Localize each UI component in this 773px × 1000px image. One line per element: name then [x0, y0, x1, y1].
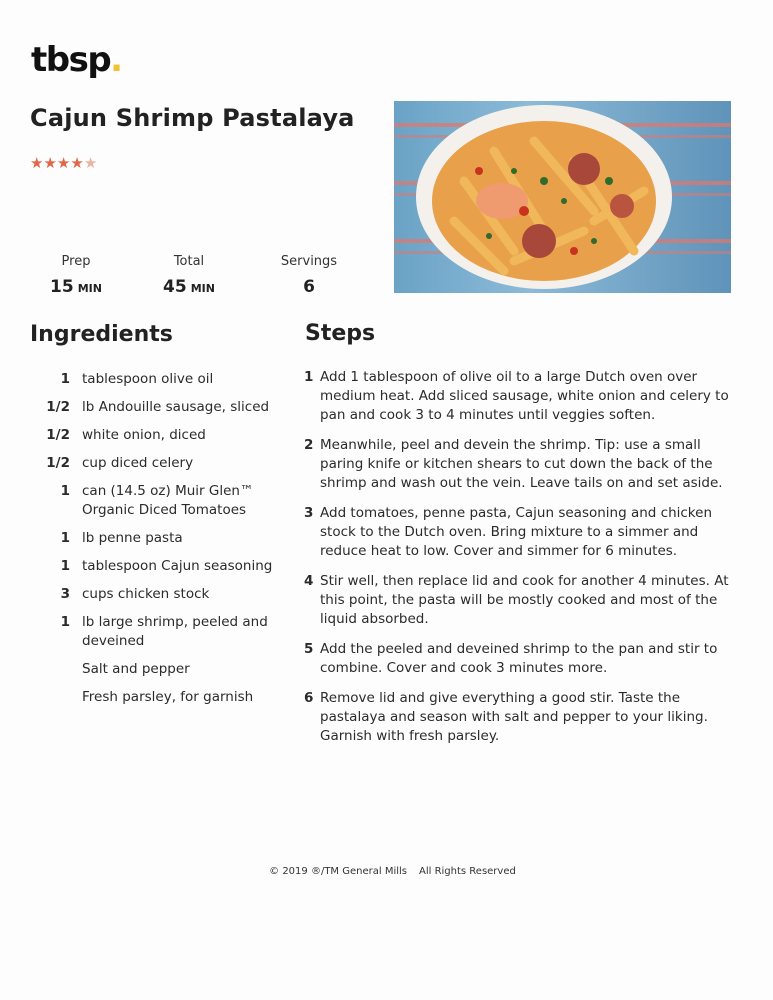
ingredient-name: lb penne pasta: [82, 530, 183, 546]
brand-name: tbsp: [31, 40, 111, 80]
step-number: 6: [304, 690, 314, 706]
list-item: [30, 557, 280, 576]
steps-heading: Steps: [305, 321, 376, 346]
ingredient-name: can (14.5 oz) Muir Glen™ Organic Diced Tomatoes: [82, 483, 254, 518]
list-item: [304, 640, 744, 678]
ingredient-qty: 1: [60, 614, 70, 630]
servings: [272, 254, 346, 297]
ingredient-name: cups chicken stock: [82, 586, 210, 602]
step-number: 3: [304, 505, 314, 521]
recipe-title: Cajun Shrimp Pastalaya: [30, 104, 355, 132]
ingredient-name: tablespoon olive oil: [82, 371, 214, 387]
ingredient-qty: [30, 688, 82, 707]
list-item: [30, 529, 280, 548]
list-item: [304, 504, 744, 561]
brand-logo: [31, 40, 122, 80]
step-number: 1: [304, 369, 314, 385]
prep-label: Prep: [61, 254, 91, 269]
star-icon: ★: [70, 154, 84, 172]
ingredient-name: lb Andouille sausage, sliced: [82, 399, 270, 415]
step-number: 4: [304, 573, 314, 589]
ingredient-qty: 1: [60, 558, 70, 574]
servings-value: 6: [303, 277, 315, 297]
list-item: [304, 436, 744, 493]
total-unit: MIN: [190, 282, 215, 295]
list-item: [30, 613, 280, 651]
rights-text: All Rights Reserved: [419, 866, 516, 877]
rating-stars: [30, 154, 97, 172]
list-item: [304, 368, 744, 425]
half-star-icon: ★: [83, 154, 98, 172]
step-number: 5: [304, 641, 314, 657]
ingredient-qty: 1: [60, 371, 70, 387]
list-item: [304, 572, 744, 629]
prep-value: 15: [50, 277, 74, 297]
star-icon: ★: [30, 154, 44, 172]
list-item: [30, 398, 280, 417]
ingredient-qty: 3: [60, 586, 70, 602]
list-item: [30, 688, 280, 707]
list-item: [30, 482, 280, 520]
step-text: Add 1 tablespoon of olive oil to a large Dutch oven over medium heat. Add sliced sausage, white onion and celery to pan and cook 3 to 4 minutes until veggies soften.: [320, 369, 729, 423]
total-time: [158, 254, 220, 297]
ingredient-qty: 1: [60, 483, 70, 499]
ingredient-qty: 1/2: [46, 427, 70, 443]
list-item: [30, 585, 280, 604]
ingredients-heading: Ingredients: [30, 322, 173, 347]
step-text: Remove lid and give everything a good stir. Taste the pastalaya and season with salt and pepper to your liking. Garnish with fresh parsley.: [320, 690, 708, 744]
ingredient-name: Fresh parsley, for garnish: [82, 689, 254, 705]
step-text: Meanwhile, peel and devein the shrimp. Tip: use a small paring knife or kitchen shears to cut down the back of the shrimp and wash out the vein. Leave tails on and set aside.: [320, 437, 723, 491]
step-text: Add tomatoes, penne pasta, Cajun seasoning and chicken stock to the Dutch oven. Bring mixture to a simmer and reduce heat to low. Cover and simmer for 6 minutes.: [320, 505, 713, 559]
list-item: [30, 660, 280, 679]
list-item: [304, 689, 744, 746]
ingredients-list: [30, 370, 280, 716]
list-item: [30, 454, 280, 473]
ingredient-qty: 1/2: [46, 455, 70, 471]
step-text: Stir well, then replace lid and cook for another 4 minutes. At this point, the pasta will be mostly cooked and most of the liquid absorbed.: [320, 573, 729, 627]
ingredient-qty: 1/2: [46, 399, 70, 415]
recipe-photo: [394, 101, 731, 293]
copyright-footer: [0, 866, 773, 877]
list-item: [30, 426, 280, 445]
ingredient-qty: 1: [60, 530, 70, 546]
copyright-text: © 2019 ®/TM General Mills: [269, 866, 407, 877]
ingredient-name: Salt and pepper: [82, 661, 190, 677]
total-label: Total: [173, 254, 205, 269]
star-icon: ★: [43, 154, 57, 172]
total-value: 45: [163, 277, 187, 297]
ingredient-name: tablespoon Cajun seasoning: [82, 558, 273, 574]
prep-time: [48, 254, 104, 297]
prep-unit: MIN: [77, 282, 102, 295]
ingredient-name: white onion, diced: [82, 427, 206, 443]
servings-label: Servings: [280, 254, 338, 269]
step-text: Add the peeled and deveined shrimp to the pan and stir to combine. Cover and cook 3 minutes more.: [320, 641, 718, 676]
ingredient-qty: [30, 660, 82, 679]
ingredient-name: lb large shrimp, peeled and deveined: [82, 614, 268, 649]
list-item: [30, 370, 280, 389]
steps-list: [304, 368, 744, 757]
ingredient-name: cup diced celery: [82, 455, 194, 471]
star-icon: ★: [56, 154, 71, 172]
step-number: 2: [304, 437, 314, 453]
brand-dot: .: [110, 40, 122, 80]
